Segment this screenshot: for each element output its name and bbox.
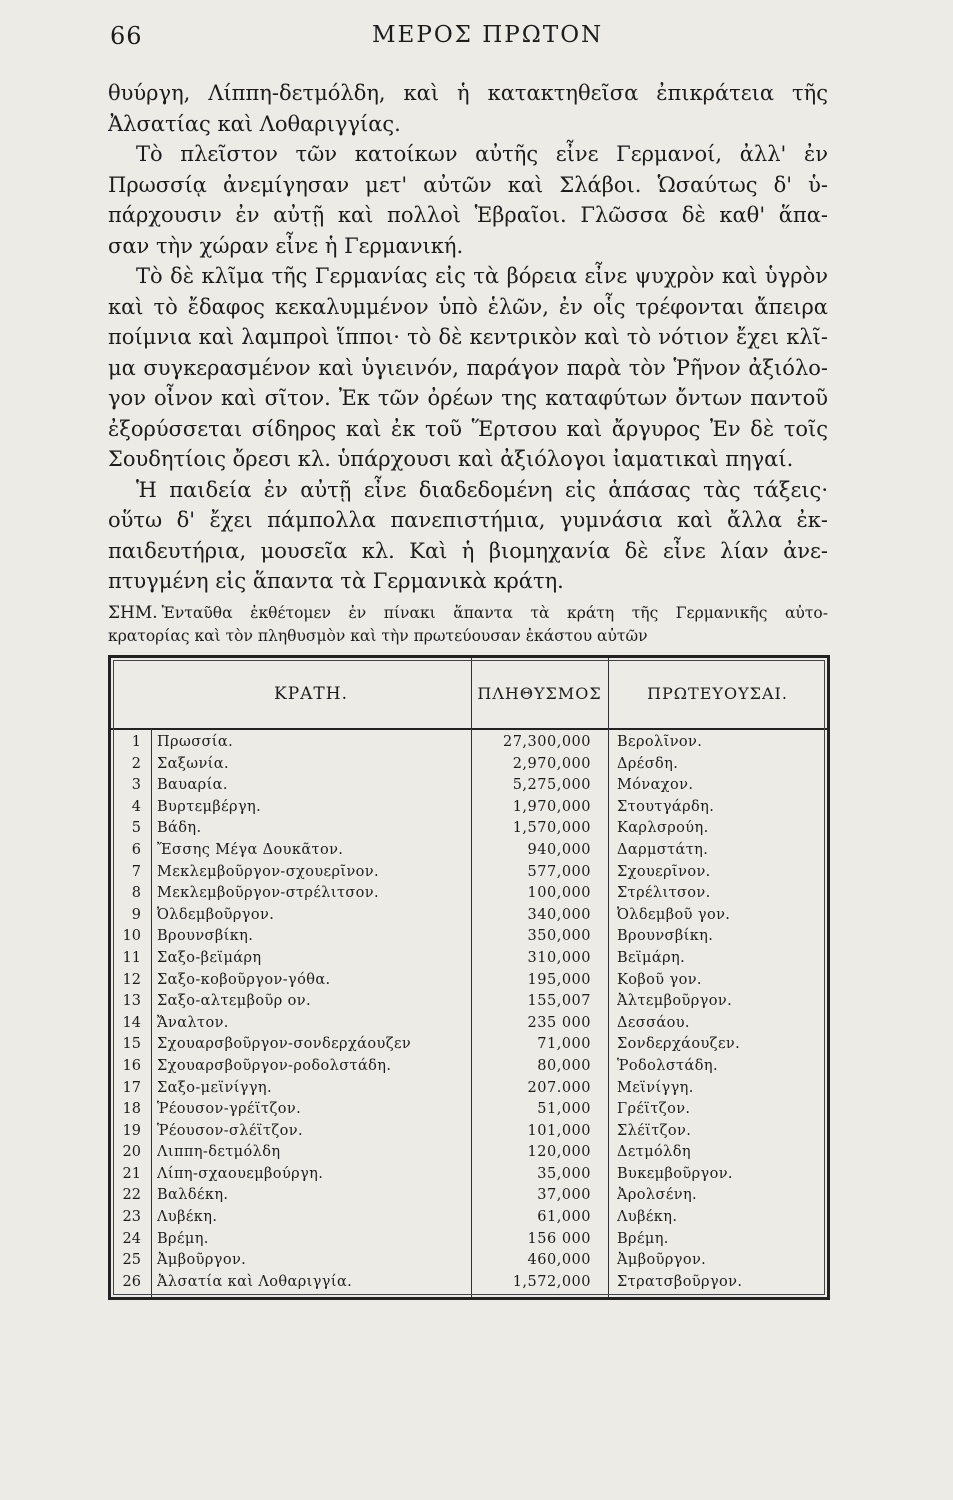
row-number: 4 xyxy=(131,798,141,815)
state-name: Σχουαρσβοῦργον-σονδερχάουζεν xyxy=(157,1036,412,1053)
table-row xyxy=(111,1121,827,1143)
table-row xyxy=(111,1185,827,1207)
row-number: 2 xyxy=(131,755,141,772)
page-header xyxy=(110,22,830,58)
state-name: Ἀμβοῦργον. xyxy=(157,1252,247,1269)
row-number: 16 xyxy=(122,1057,141,1074)
table-header xyxy=(111,658,827,730)
row-number: 13 xyxy=(122,993,141,1010)
table-row xyxy=(111,1099,827,1121)
table-row xyxy=(111,948,827,970)
population-value: 155,007 xyxy=(527,993,591,1010)
population-value: 460,000 xyxy=(527,1252,591,1269)
page-number: 66 xyxy=(110,22,143,50)
population-value: 2,970,000 xyxy=(512,755,591,772)
table-row xyxy=(111,926,827,948)
table-row xyxy=(111,1056,827,1078)
text-line: θυύργη, Λίππη-δετμόλδη, καὶ ἡ κατακτηθεῖσα ἐπικράτεια τῆς xyxy=(108,81,828,105)
row-number: 9 xyxy=(131,906,141,923)
capital-name: Ὀλδεμβοῦ γον. xyxy=(617,906,731,923)
row-number: 19 xyxy=(122,1122,141,1139)
note-text: Ἐνταῦθα ἐκθέτομεν ἐν πίνακι ἅπαντα τὰ κράτη τῆς Γερμανικῆς αὐτο- xyxy=(161,604,828,622)
text-line: Ἀλσατίας καὶ Λοθαριγγίας. xyxy=(108,111,401,136)
capital-name: Δετμόλδη xyxy=(617,1144,691,1161)
row-number: 12 xyxy=(122,971,141,988)
capital-name: Δεσσάου. xyxy=(617,1014,690,1031)
note-lead: ΣΗΜ. xyxy=(108,603,158,623)
population-value: 5,275,000 xyxy=(512,777,591,794)
state-name: Βρουνσβίκη. xyxy=(157,928,254,945)
table-row xyxy=(111,754,827,776)
population-value: 310,000 xyxy=(527,949,591,966)
population-value: 1,572,000 xyxy=(512,1273,591,1290)
state-name: Ῥέουσον-σλέϊτζον. xyxy=(157,1122,303,1139)
row-number: 17 xyxy=(122,1079,141,1096)
states-table xyxy=(108,655,830,1300)
table-row xyxy=(111,1207,827,1229)
table-row xyxy=(111,840,827,862)
state-name: Λιππη-δετμόλδη xyxy=(157,1144,281,1161)
row-number: 24 xyxy=(122,1230,141,1247)
population-value: 51,000 xyxy=(537,1101,591,1118)
capital-name: Ἀρολσένη. xyxy=(617,1187,698,1204)
table-row xyxy=(111,1250,827,1272)
text-line: Σουδητίοις ὄρεσι κλ. ὑπάρχουσι καὶ ἀξιόλογοι ἰαματικαὶ πηγαί. xyxy=(108,447,794,471)
population-value: 35,000 xyxy=(537,1165,591,1182)
state-name: Ἀλσατία καὶ Λοθαριγγία. xyxy=(157,1273,353,1290)
row-number: 26 xyxy=(122,1273,141,1290)
row-number: 18 xyxy=(122,1101,141,1118)
row-number: 14 xyxy=(122,1014,141,1031)
table-body xyxy=(111,732,827,1293)
row-number: 3 xyxy=(131,777,141,794)
text-line: οὕτω δ' ἔχει πάμπολλα πανεπιστήμια, γυμνάσια καὶ ἄλλα ἐκ- xyxy=(108,508,828,532)
capital-name: Μεϊνίγγη. xyxy=(617,1079,694,1096)
table-note xyxy=(108,602,828,648)
state-name: Σαξο-κοβοῦργον-γόθα. xyxy=(157,971,331,988)
text-line: σαν τὴν χώραν εἶνε ἡ Γερμανική. xyxy=(108,233,464,258)
table-row xyxy=(111,818,827,840)
population-value: 195,000 xyxy=(527,971,591,988)
population-value: 100,000 xyxy=(527,885,591,902)
population-value: 940,000 xyxy=(527,841,591,858)
capital-name: Βρέμη. xyxy=(617,1230,669,1247)
row-number: 5 xyxy=(131,820,141,837)
state-name: Βυρτεμβέργη. xyxy=(157,798,262,815)
capital-name: Σχουερῖνον. xyxy=(617,863,711,880)
capital-name: Δρέσδη. xyxy=(617,755,679,772)
row-number: 22 xyxy=(122,1187,141,1204)
state-name: Λυβέκη. xyxy=(157,1209,218,1226)
text-line: παιδευτήρια, μουσεῖα κλ. Καὶ ἡ βιομηχανία δὲ εἶνε λίαν ἀνε- xyxy=(108,538,828,563)
header-states: ΚΡΑΤΗ. xyxy=(274,684,348,704)
body-text xyxy=(108,78,828,597)
row-number: 20 xyxy=(122,1144,141,1161)
text-line: ἐξορύσσεται σίδηρος καὶ ἐκ τοῦ Ἕρτσου καὶ ἄργυρος Ἐν δὲ τοῖς xyxy=(108,416,828,441)
row-number: 23 xyxy=(122,1209,141,1226)
population-value: 1,570,000 xyxy=(512,820,591,837)
state-name: Λίπη-σχαουεμβούργη. xyxy=(157,1165,324,1182)
population-value: 350,000 xyxy=(527,928,591,945)
state-name: Σχουαρσβοῦργον-ροδολστάδη. xyxy=(157,1057,392,1074)
state-name: Σαξο-βεϊμάρη xyxy=(157,949,262,966)
text-line: Πρωσσίᾳ ἀνεμίγησαν μετ' αὐτῶν καὶ Σλάβοι. Ὡσαύτως δ' ὑ- xyxy=(108,172,828,197)
text-line: Τὸ πλεῖστον τῶν κατοίκων αὐτῆς εἶνε Γερμανοί, ἀλλ' ἐν xyxy=(136,142,828,166)
capital-name: Στουτγάρδη. xyxy=(617,798,715,815)
capital-name: Σονδερχάουζεν. xyxy=(617,1036,741,1053)
state-name: Ἔσσης Μέγα Δουκᾶτον. xyxy=(157,841,344,858)
population-value: 37,000 xyxy=(537,1187,591,1204)
capital-name: Βεϊμάρη. xyxy=(617,949,686,966)
capital-name: Καρλσρούη. xyxy=(617,820,709,837)
table-row xyxy=(111,1013,827,1035)
population-value: 71,000 xyxy=(537,1036,591,1053)
row-number: 8 xyxy=(131,885,141,902)
capital-name: Ἀμβοῦργον. xyxy=(617,1252,707,1269)
capital-name: Βρουνσβίκη. xyxy=(617,928,714,945)
population-value: 101,000 xyxy=(527,1122,591,1139)
table-row xyxy=(111,970,827,992)
row-number: 7 xyxy=(131,863,141,880)
table-row xyxy=(111,797,827,819)
table-row xyxy=(111,1034,827,1056)
text-line: γον οἶνον καὶ σῖτον. Ἐκ τῶν ὀρέων της καταφύτων ὄντων παντοῦ xyxy=(108,386,828,410)
text-line: καὶ τὸ ἔδαφος κεκαλυμμένον ὑπὸ ἑλῶν, ἐν οἷς τρέφονται ἄπειρα xyxy=(108,294,828,319)
population-value: 61,000 xyxy=(537,1209,591,1226)
table-row xyxy=(111,883,827,905)
capital-name: Ἀλτεμβοῦργον. xyxy=(617,993,733,1010)
row-number: 1 xyxy=(131,734,141,750)
row-number: 21 xyxy=(122,1165,141,1182)
table-row xyxy=(111,1164,827,1186)
state-name: Πρωσσία. xyxy=(157,734,234,750)
capital-name: Βερολῖνον. xyxy=(617,734,703,750)
state-name: Σαξο-μεϊνίγγη. xyxy=(157,1079,273,1096)
text-line: πάρχουσιν ἐν αὐτῇ καὶ πολλοὶ Ἑβραῖοι. Γλῶσσα δὲ καθ' ἅπα- xyxy=(108,203,828,227)
table-row xyxy=(111,775,827,797)
table-row xyxy=(111,1142,827,1164)
table-row xyxy=(111,1229,827,1251)
row-number: 6 xyxy=(131,841,141,858)
capital-name: Λυβέκη. xyxy=(617,1209,678,1226)
population-value: 80,000 xyxy=(537,1057,591,1074)
row-number: 11 xyxy=(122,949,141,966)
header-population: ΠΛΗΘΥΣΜΟΣ xyxy=(477,684,602,703)
row-number: 10 xyxy=(122,928,141,945)
capital-name: Δαρμστάτη. xyxy=(617,841,709,858)
population-value: 577,000 xyxy=(527,863,591,880)
population-value: 340,000 xyxy=(527,906,591,923)
table-row xyxy=(111,1272,827,1294)
capital-name: Ῥοδολστάδη. xyxy=(617,1057,718,1074)
header-capitals: ΠΡΩΤΕΥΟΥΣΑΙ. xyxy=(647,684,788,703)
population-value: 156 000 xyxy=(527,1230,591,1247)
capital-name: Γρέϊτζον. xyxy=(617,1101,691,1118)
text-line: Τὸ δὲ κλῖμα τῆς Γερμανίας εἰς τὰ βόρεια εἶνε ψυχρὸν καὶ ὑγρὸν xyxy=(136,264,828,288)
population-value: 120,000 xyxy=(527,1144,591,1161)
capital-name: Μόναχον. xyxy=(617,777,694,794)
text-line: Ἡ παιδεία ἐν αὐτῇ εἶνε διαδεδομένη εἰς ἁπάσας τὰς τάξεις· xyxy=(136,477,828,502)
running-title: ΜΕΡΟΣ ΠΡΩΤΟΝ xyxy=(372,22,604,48)
table-row xyxy=(111,1078,827,1100)
note-line xyxy=(108,602,828,625)
table-row xyxy=(111,732,827,754)
state-name: Ὀλδεμβοῦργον. xyxy=(157,906,275,923)
state-name: Μεκλεμβοῦργον-στρέλιτσον. xyxy=(157,885,380,902)
state-name: Σαξωνία. xyxy=(157,755,229,772)
population-value: 235 000 xyxy=(527,1014,591,1031)
capital-name: Βυκεμβοῦργον. xyxy=(617,1165,733,1182)
capital-name: Στρατσβοῦργον. xyxy=(617,1273,743,1290)
row-number: 25 xyxy=(122,1252,141,1269)
state-name: Βρέμη. xyxy=(157,1230,209,1247)
state-name: Βάδη. xyxy=(157,820,202,837)
state-name: Ῥέουσον-γρέϊτζον. xyxy=(157,1101,302,1118)
text-line: ποίμνια καὶ λαμπροὶ ἵπποι· τὸ δὲ κεντρικὸν καὶ τὸ νότιον ἔχει κλῖ- xyxy=(108,325,828,349)
table-row xyxy=(111,905,827,927)
text-line: πτυγμένη εἰς ἅπαντα τὰ Γερμανικὰ κράτη. xyxy=(108,569,564,593)
capital-name: Κοβοῦ γον. xyxy=(617,971,702,988)
capital-name: Σλέϊτζον. xyxy=(617,1122,692,1139)
state-name: Βαυαρία. xyxy=(157,777,228,794)
text-line: μα συγκερασμένον καὶ ὑγιεινόν, παράγον παρὰ τὸν Ῥῆνον ἀξιόλο- xyxy=(108,355,828,380)
population-value: 27,300,000 xyxy=(502,734,591,750)
population-value: 1,970,000 xyxy=(512,798,591,815)
population-value: 207.000 xyxy=(527,1079,591,1096)
state-name: Σαξο-αλτεμβοῦρ ον. xyxy=(157,993,312,1010)
row-number: 15 xyxy=(122,1036,141,1053)
capital-name: Στρέλιτσον. xyxy=(617,885,711,902)
table-row xyxy=(111,862,827,884)
note-line: κρατορίας καὶ τὸν πληθυσμὸν καὶ τὴν πρωτεύουσαν ἑκάστου αὐτῶν xyxy=(108,627,648,645)
state-name: Ἄναλτον. xyxy=(157,1014,229,1031)
state-name: Βαλδέκη. xyxy=(157,1187,229,1204)
table-row xyxy=(111,991,827,1013)
state-name: Μεκλεμβοῦργον-σχουερῖνον. xyxy=(157,863,380,880)
